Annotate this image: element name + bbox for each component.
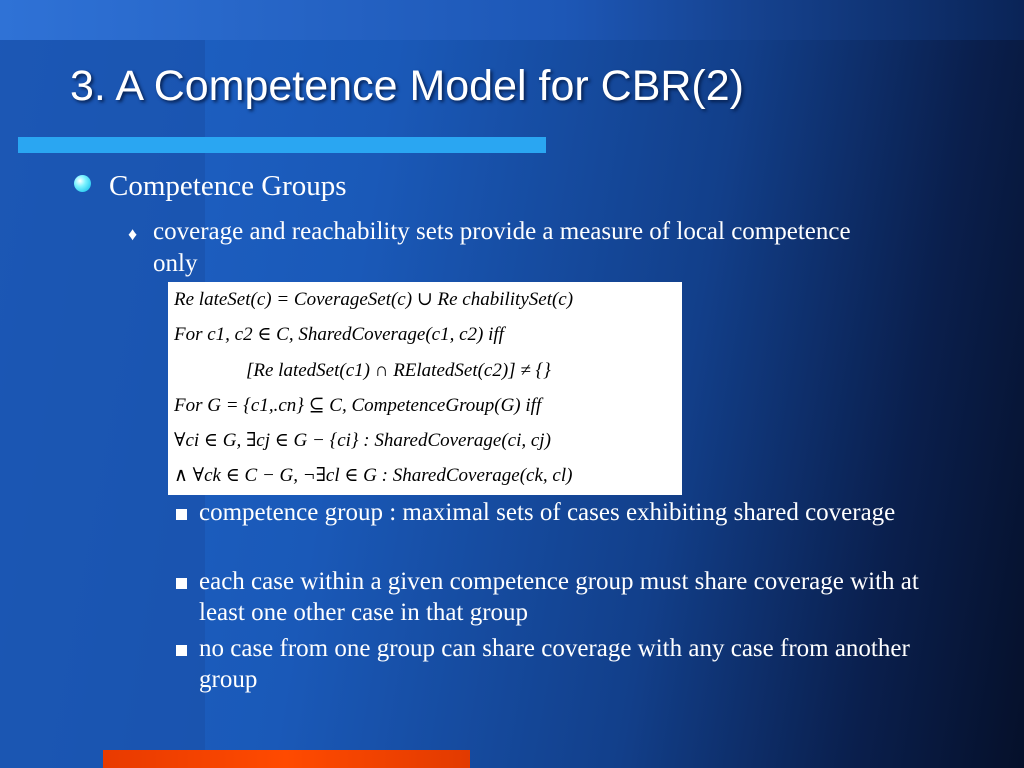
diamond-bullet-icon: ♦: [128, 224, 138, 244]
equation-line: For G = {c1,.cn} ⊆ C, CompetenceGroup(G) iff: [174, 394, 542, 416]
title-underline-bar: [18, 137, 546, 153]
bullet-level3-text: no case from one group can share coverage with any case from another group: [199, 635, 910, 693]
equation-line: For c1, c2 ∈ C, SharedCoverage(c1, c2) iff: [174, 324, 504, 346]
equation-line: Re lateSet(c) = CoverageSet(c) ∪ Re chabilitySet(c): [174, 289, 574, 310]
bottom-accent-bar: [103, 750, 470, 768]
bullet-level3-text: competence group : maximal sets of cases exhibiting shared coverage: [199, 499, 896, 526]
square-bullet-icon: [176, 509, 187, 520]
bullet-level3: [176, 633, 946, 695]
slide-title: 3. A Competence Model for CBR(2): [70, 62, 744, 110]
bullet-level1-text: Competence Groups: [109, 170, 347, 202]
top-band: [0, 0, 1024, 40]
bullet-level3-text: each case within a given competence group must share coverage with at least one other case in that group: [199, 568, 919, 626]
equation-line: ∀ci ∈ G, ∃cj ∈ G − {ci} : SharedCoverage(ci, cj): [174, 430, 551, 452]
bullet-level3: [176, 566, 946, 628]
equation-line: [Re latedSet(c1) ∩ RElatedSet(c2)] ≠ {}: [246, 359, 551, 381]
square-bullet-icon: [176, 578, 187, 589]
bullet-level2-text: coverage and reachability sets provide a measure of local competence only: [153, 218, 851, 277]
bullet-level3: [176, 497, 946, 528]
cyan-disc-bullet-icon: [74, 175, 91, 192]
bullet-level2: [128, 216, 888, 280]
bullet-level1: [74, 170, 347, 203]
equation-line: ∧ ∀ck ∈ C − G, ¬∃cl ∈ G : SharedCoverage(ck, cl): [174, 465, 573, 487]
square-bullet-icon: [176, 645, 187, 656]
equation-box: [168, 282, 682, 495]
